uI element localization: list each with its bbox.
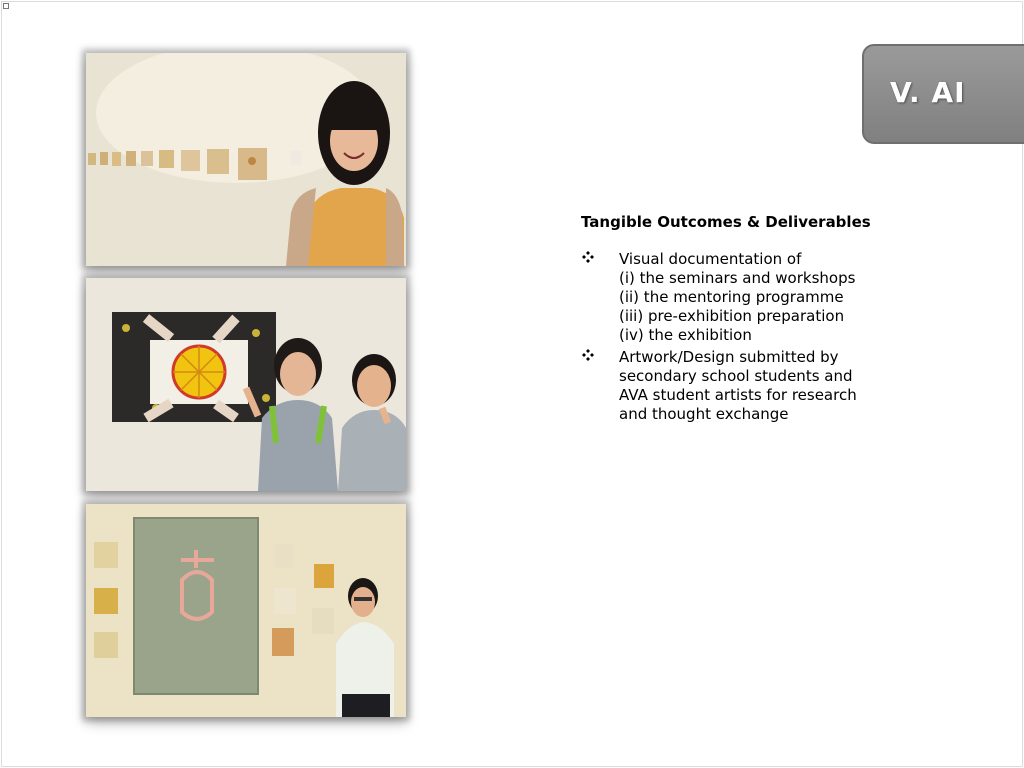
text-content: [581, 210, 911, 424]
bullet-item-documentation: [581, 250, 911, 345]
section-tab-label: V. AI: [890, 76, 966, 109]
bullet-list: [581, 250, 911, 424]
bullet-line: AVA student artists for research: [619, 386, 857, 404]
exhibition-photo-3: [86, 504, 406, 717]
slide-canvas: [1, 1, 1023, 767]
exhibition-photo-1: [86, 53, 406, 266]
photo-2-scene: [86, 278, 406, 491]
placeholder-icon: [3, 3, 9, 9]
bullet-line: Artwork/Design submitted by: [619, 348, 839, 366]
bullet-item-artwork: [581, 348, 911, 424]
bullet-line: Visual documentation of: [619, 250, 802, 268]
bullet-line: and thought exchange: [619, 405, 789, 423]
four-diamond-bullet-icon: [582, 251, 594, 263]
photo-3-scene: [86, 504, 406, 717]
slide-heading: Tangible Outcomes & Deliverables: [581, 213, 871, 231]
bullet-line: (iii) pre-exhibition preparation: [619, 307, 845, 325]
bullet-line: (iv) the exhibition: [619, 326, 752, 344]
bullet-line: (i) the seminars and workshops: [619, 269, 856, 287]
photo-1-scene: [86, 53, 406, 266]
bullet-line: (ii) the mentoring programme: [619, 288, 844, 306]
bullet-line: secondary school students and: [619, 367, 853, 385]
four-diamond-bullet-icon: [582, 349, 594, 361]
exhibition-photo-2: [86, 278, 406, 491]
